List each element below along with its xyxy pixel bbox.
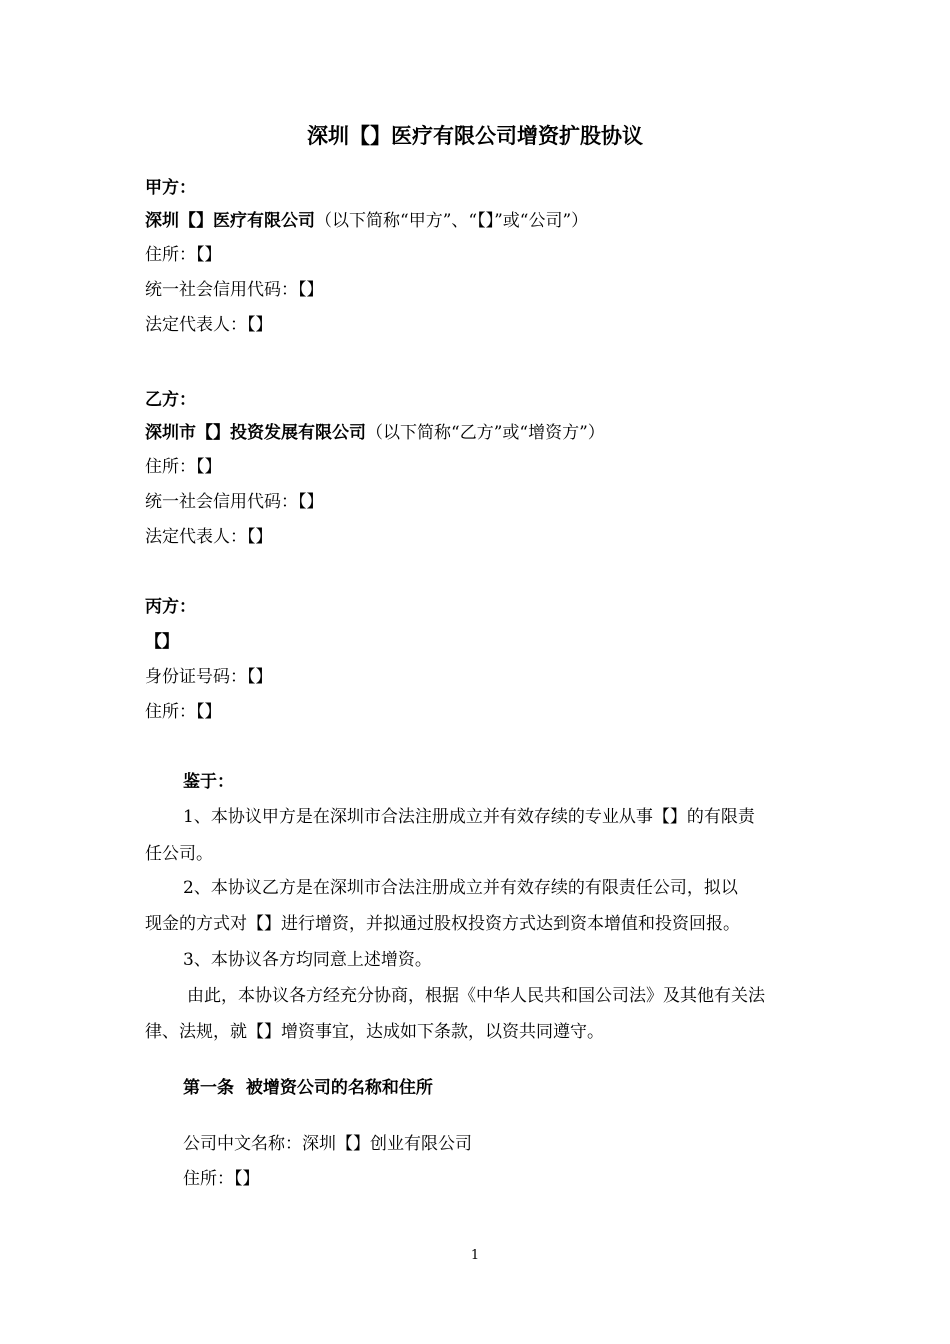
party-a-address: 住所：【】 [145,245,222,265]
party-b-name: 深圳市【】投资发展有限公司 [145,423,366,443]
party-a-legal-rep: 法定代表人：【】 [145,315,273,335]
page-number: 1 [470,1248,480,1263]
conclusion-line-1: 由此，本协议各方经充分协商，根据《中华人民共和国公司法》及其他有关法 [187,986,765,1006]
party-a-heading: 甲方： [145,178,196,198]
party-a-name: 深圳【】医疗有限公司 [145,211,315,231]
party-c-name: 【】 [145,632,179,652]
party-a-name-line [145,209,810,233]
document-title: 深圳【】医疗有限公司增资扩股协议 [307,124,643,148]
company-address: 住所：【】 [183,1169,260,1189]
party-a-alias: （以下简称“甲方”、“【】”或“公司”） [315,211,589,231]
conclusion-line-2: 律、法规，就【】增资事宜，达成如下条款，以资共同遵守。 [145,1022,604,1042]
party-b-heading: 乙方： [145,390,196,410]
company-cn-name: 公司中文名称：深圳【】创业有限公司 [183,1134,472,1154]
party-c-id-number: 身份证号码：【】 [145,667,273,687]
recital-3: 3、本协议各方均同意上述增资。 [183,950,432,970]
party-b-alias: （以下简称“乙方”或“增资方”） [366,423,605,443]
recital-1-line-2: 任公司。 [145,844,213,864]
party-b-name-line [145,421,810,445]
party-a-credit-code: 统一社会信用代码：【】 [145,280,324,300]
party-c-heading: 丙方： [145,597,196,617]
recital-1-line-1: 1、本协议甲方是在深圳市合法注册成立并有效存续的专业从事【】的有限责 [183,807,755,827]
party-b-credit-code: 统一社会信用代码：【】 [145,492,324,512]
party-b-address: 住所：【】 [145,457,222,477]
recital-2-line-1: 2、本协议乙方是在深圳市合法注册成立并有效存续的有限责任公司，拟以 [183,878,738,898]
recitals-heading: 鉴于： [183,772,234,792]
recital-2-line-2: 现金的方式对【】进行增资，并拟通过股权投资方式达到资本增值和投资回报。 [145,914,740,934]
party-c-address: 住所：【】 [145,702,222,722]
party-b-legal-rep: 法定代表人：【】 [145,527,273,547]
article-1-heading: 第一条 被增资公司的名称和住所 [183,1078,433,1098]
